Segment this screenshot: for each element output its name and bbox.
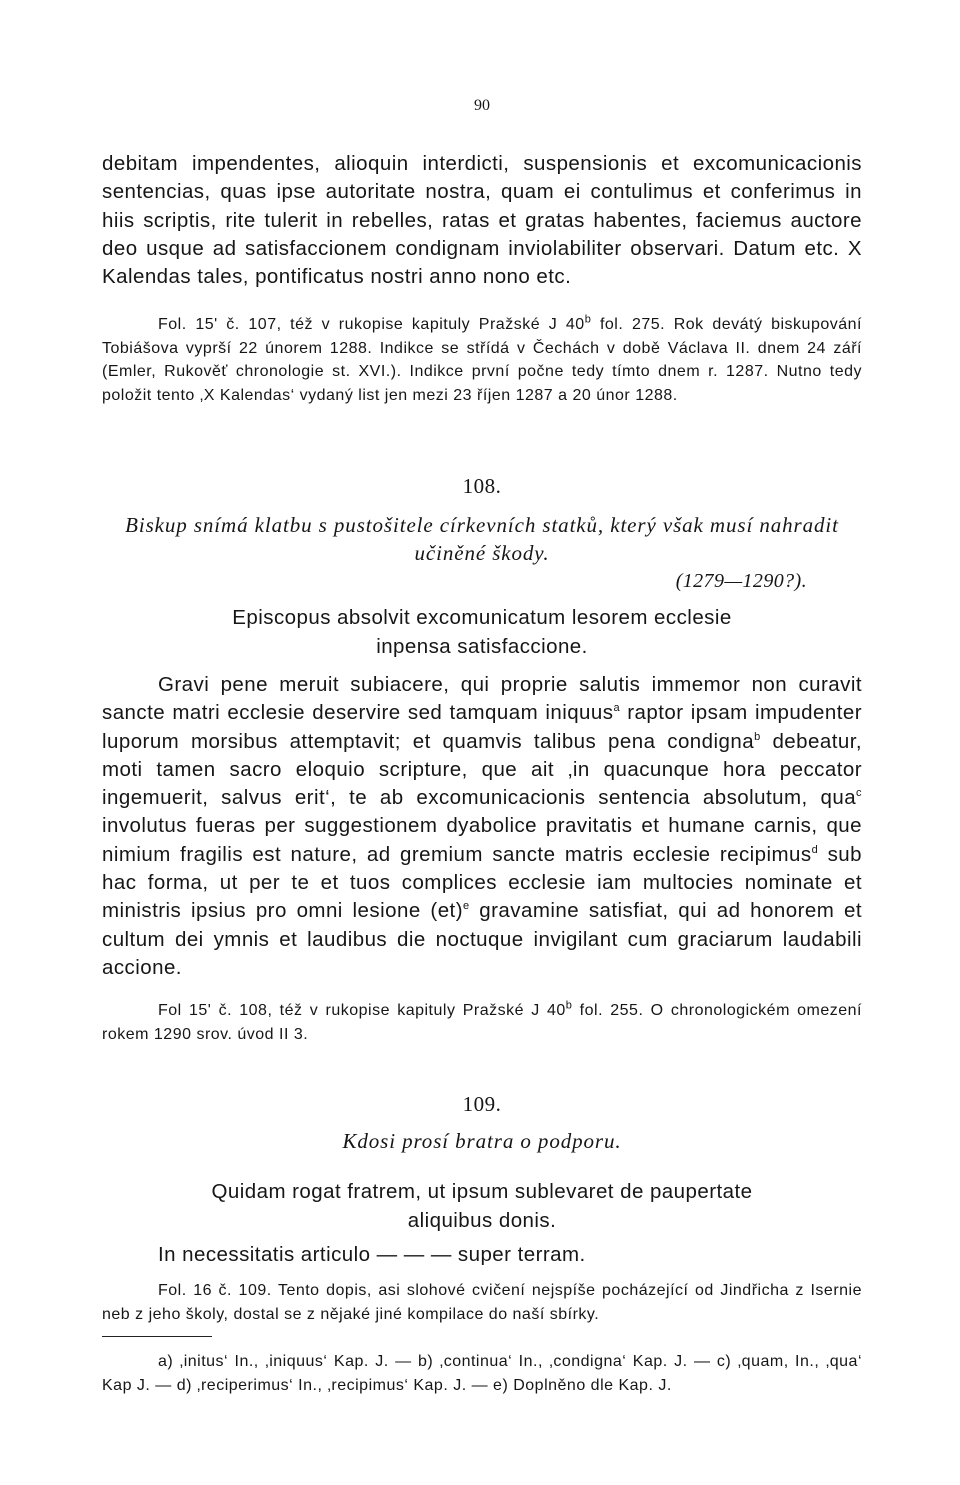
note-107-superscript: b: [584, 313, 592, 326]
note-108-superscript: b: [565, 999, 573, 1012]
footnote-ref-c: c: [856, 787, 862, 800]
note-108-text-2: fol. 255. O chronologickém omezení rokem 1290 srov. úvod II 3.: [102, 1002, 863, 1043]
text-108-part-6: gravamine satisfiat, qui ad honorem et cultum dei ymnis et laudibus die noctuque invigilant cum graciarum laudabili accione.: [102, 899, 862, 979]
intro-paragraph: debitam impendentes, alioquin interdicti, suspensionis et excomunicacionis sentencias, quas ipse autoritate nostra, quam ei contulimus et conferimus in hiis scriptis, rite tulerit in rebelles, ratas et gratas habentes, faciemus auctore deo usque ad satisfaccionem condignam inviolabiliter observari. Datum etc. X Kalendas tales, pontificatus nostri anno nono etc.: [102, 152, 862, 289]
czech-title-108: Biskup snímá klatbu s pustošitele církevních statků, který však musí nahradit učiněné škody.: [125, 513, 839, 565]
footnote-separator: [102, 1336, 212, 1337]
incipit-109: In necessitatis articulo — — — super terram.: [158, 1243, 586, 1266]
date-108: (1279—1290?).: [675, 570, 807, 592]
footnote-ref-a: a: [613, 702, 621, 715]
latin-title-108-line-2: inpensa satisfaccione.: [376, 635, 588, 658]
text-108-part-3: debeatur, moti tamen sacro eloquio scripture, que ait ‚in quacunque hora peccator ingemuerit, salvus erit‘, te ab excomunicacionis sentencia absolutum, qua: [102, 729, 862, 810]
text-108-part-1: Gravi pene meruit subiacere, qui proprie salutis immemor non curavit sancte matri ecclesie deservire sed tamquam iniquus: [102, 673, 862, 725]
latin-title-108-line-1: Episcopus absolvit excomunicatum lesorem ecclesie: [232, 606, 732, 629]
text-108-part-2: raptor ipsam impudenter luporum morsibus attemptavit; et quamvis talibus pena condigna: [102, 701, 862, 753]
note-109: Fol. 16 č. 109. Tento dopis, asi slohové cvičení nejspíše pocházející od Jindřicha z Isernie neb z jeho školy, dostal se z nějaké jiné kompilace do naší sbírky.: [102, 1282, 862, 1323]
text-108-part-4: involutus fueras per suggestionem dyabolice pravitatis et humane carnis, que nimium fragilis est nature, ad gremium sancte matris ecclesie recipimus: [102, 814, 862, 866]
document-number-108: 108.: [462, 474, 502, 498]
latin-title-109-line-2: aliquibus donis.: [407, 1209, 557, 1232]
note-107-text-1: Fol. 15' č. 107, též v rukopise kapituly Pražské J 40: [158, 316, 585, 333]
footnotes: a) ‚initus‘ In., ‚iniquus‘ Kap. J. — b) ‚continua‘ In., ‚condigna‘ Kap. J. — c) ‚quam, In., ‚qua‘ Kap J. — d) ‚reciperimus‘ In., ‚recipimus‘ Kap. J. — e) Doplněno dle Kap. J.: [102, 1353, 862, 1394]
note-108: [102, 999, 862, 1046]
document-number-109: 109.: [462, 1092, 502, 1116]
text-108-part-5: sub hac forma, ut per te et tuos complices ecclesie iam multocies nominate et ministris ipsius pro omni lesione (et): [102, 842, 862, 923]
footnote-ref-e: e: [462, 900, 470, 913]
note-107-text-2: fol. 275. Rok devátý biskupování Tobiášova vyprší 22 únorem 1288. Indikce se střídá v Čechách v době Václava II. dnem 24 září (Emler, Rukověť chronologie st. XVI.). Indikce první počne tedy tímto dnem r. 1287. Nutno tedy položit tento ‚X Kalendas‘ vydaný list jen mezi 23 říjen 1287 a 20 únor 1288.: [102, 316, 862, 404]
page-number: 90: [474, 97, 490, 114]
footnote-ref-d: d: [811, 843, 819, 856]
note-108-text-1: Fol 15' č. 108, též v rukopise kapituly Pražské J 40: [158, 1002, 566, 1019]
czech-title-109: Kdosi prosí bratra o podporu.: [342, 1129, 622, 1153]
latin-title-109-line-1: Quidam rogat fratrem, ut ipsum sublevaret de paupertate: [211, 1180, 753, 1203]
text-108: [102, 671, 862, 982]
footnote-ref-b: b: [754, 730, 761, 743]
note-107: [102, 313, 862, 407]
